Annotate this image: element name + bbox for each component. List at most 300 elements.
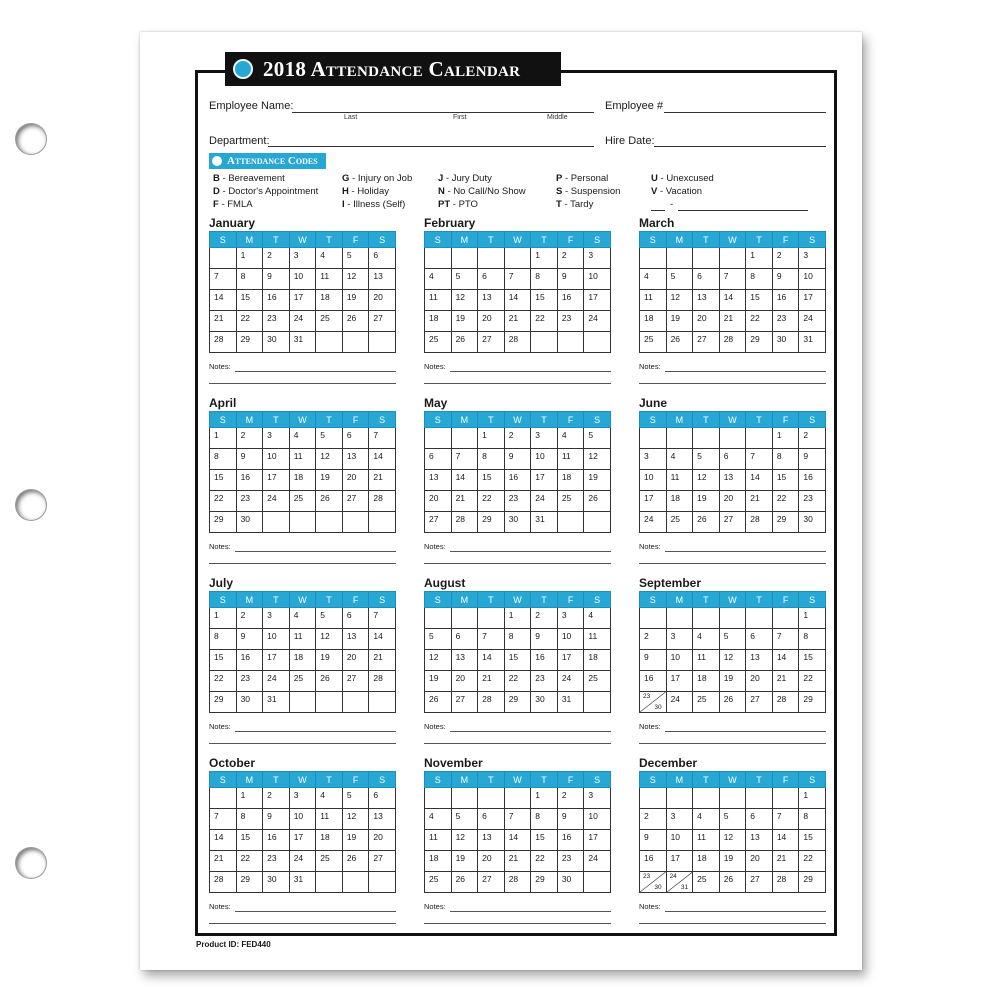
day-cell[interactable]: 16 <box>799 470 826 491</box>
empty-day-cell[interactable] <box>666 788 693 809</box>
day-cell[interactable]: 6 <box>478 269 505 290</box>
notes-line[interactable] <box>639 383 826 384</box>
day-cell[interactable]: 16 <box>531 650 558 671</box>
day-cell[interactable]: 14 <box>746 470 773 491</box>
notes-line[interactable] <box>665 911 826 912</box>
day-cell[interactable]: 13 <box>342 629 369 650</box>
day-cell[interactable]: 24 <box>584 851 611 872</box>
day-cell[interactable]: 22 <box>236 851 263 872</box>
day-cell[interactable]: 24 <box>263 671 290 692</box>
empty-day-cell[interactable] <box>666 248 693 269</box>
day-cell[interactable]: 20 <box>719 491 746 512</box>
day-cell[interactable]: 1 <box>210 608 237 629</box>
day-cell[interactable]: 15 <box>210 470 237 491</box>
empty-day-cell[interactable] <box>369 872 396 893</box>
day-cell[interactable]: 20 <box>369 290 396 311</box>
day-cell[interactable]: 8 <box>531 269 558 290</box>
day-cell[interactable]: 11 <box>557 449 584 470</box>
day-cell[interactable]: 15 <box>236 830 263 851</box>
day-cell[interactable]: 27 <box>693 332 720 353</box>
empty-day-cell[interactable] <box>584 512 611 533</box>
empty-day-cell[interactable] <box>369 512 396 533</box>
day-cell[interactable]: 25 <box>666 512 693 533</box>
day-cell[interactable]: 19 <box>584 470 611 491</box>
day-cell[interactable]: 2 <box>557 788 584 809</box>
day-cell[interactable]: 25 <box>316 311 343 332</box>
empty-day-cell[interactable] <box>584 872 611 893</box>
day-cell[interactable]: 9 <box>236 449 263 470</box>
day-cell[interactable]: 15 <box>236 290 263 311</box>
day-cell[interactable]: 26 <box>316 671 343 692</box>
day-cell[interactable]: 2 <box>772 248 799 269</box>
day-cell[interactable]: 15 <box>478 470 505 491</box>
empty-day-cell[interactable] <box>504 248 531 269</box>
day-cell[interactable]: 1 <box>799 788 826 809</box>
day-cell[interactable]: 4 <box>425 809 452 830</box>
day-cell[interactable]: 23 <box>772 311 799 332</box>
day-cell[interactable]: 16 <box>504 470 531 491</box>
day-cell[interactable]: 11 <box>693 650 720 671</box>
day-cell[interactable]: 23 <box>504 491 531 512</box>
day-cell[interactable]: 3 <box>799 248 826 269</box>
day-cell[interactable]: 8 <box>799 629 826 650</box>
empty-day-cell[interactable] <box>666 608 693 629</box>
day-cell[interactable]: 25 <box>584 671 611 692</box>
day-cell[interactable]: 21 <box>478 671 505 692</box>
empty-day-cell[interactable] <box>693 788 720 809</box>
day-cell[interactable]: 9 <box>236 629 263 650</box>
day-cell[interactable]: 25 <box>640 332 667 353</box>
day-cell[interactable]: 19 <box>316 470 343 491</box>
empty-day-cell[interactable] <box>693 248 720 269</box>
day-cell[interactable]: 12 <box>451 830 478 851</box>
empty-day-cell[interactable] <box>425 428 452 449</box>
day-cell[interactable]: 29 <box>531 872 558 893</box>
empty-day-cell[interactable] <box>342 692 369 713</box>
day-cell[interactable]: 11 <box>316 809 343 830</box>
notes-area[interactable] <box>639 542 826 564</box>
day-cell[interactable]: 3 <box>666 809 693 830</box>
notes-line[interactable] <box>450 551 611 552</box>
day-cell[interactable]: 15 <box>531 290 558 311</box>
day-cell[interactable]: 26 <box>719 872 746 893</box>
day-cell[interactable]: 20 <box>342 650 369 671</box>
notes-line[interactable] <box>235 911 396 912</box>
notes-line[interactable] <box>209 923 396 924</box>
day-cell[interactable]: 15 <box>210 650 237 671</box>
split-day-cell[interactable] <box>640 872 667 893</box>
day-cell[interactable]: 17 <box>584 290 611 311</box>
day-cell[interactable]: 18 <box>693 671 720 692</box>
day-cell[interactable]: 8 <box>236 809 263 830</box>
day-cell[interactable]: 2 <box>504 428 531 449</box>
day-cell[interactable]: 14 <box>210 830 237 851</box>
day-cell[interactable]: 28 <box>746 512 773 533</box>
day-cell[interactable]: 10 <box>289 269 316 290</box>
day-cell[interactable]: 30 <box>236 692 263 713</box>
empty-day-cell[interactable] <box>210 788 237 809</box>
empty-day-cell[interactable] <box>504 788 531 809</box>
day-cell[interactable]: 17 <box>263 470 290 491</box>
day-cell[interactable]: 13 <box>746 650 773 671</box>
day-cell[interactable]: 22 <box>799 851 826 872</box>
empty-day-cell[interactable] <box>316 332 343 353</box>
day-cell[interactable]: 21 <box>746 491 773 512</box>
day-cell[interactable]: 25 <box>557 491 584 512</box>
empty-day-cell[interactable] <box>263 512 290 533</box>
notes-area[interactable] <box>639 902 826 924</box>
day-cell[interactable]: 16 <box>263 830 290 851</box>
day-cell[interactable]: 12 <box>584 449 611 470</box>
day-cell[interactable]: 5 <box>693 449 720 470</box>
day-cell[interactable]: 28 <box>369 671 396 692</box>
day-cell[interactable]: 21 <box>369 470 396 491</box>
day-cell[interactable]: 10 <box>584 269 611 290</box>
day-cell[interactable]: 23 <box>236 671 263 692</box>
day-cell[interactable]: 26 <box>342 851 369 872</box>
empty-day-cell[interactable] <box>478 788 505 809</box>
day-cell[interactable]: 16 <box>236 470 263 491</box>
day-cell[interactable]: 22 <box>772 491 799 512</box>
day-cell[interactable]: 6 <box>369 248 396 269</box>
notes-area[interactable] <box>209 722 396 744</box>
empty-day-cell[interactable] <box>289 512 316 533</box>
empty-day-cell[interactable] <box>557 332 584 353</box>
day-cell[interactable]: 11 <box>289 449 316 470</box>
empty-day-cell[interactable] <box>478 608 505 629</box>
day-cell[interactable]: 27 <box>342 491 369 512</box>
day-cell[interactable]: 24 <box>584 311 611 332</box>
day-cell[interactable]: 30 <box>236 512 263 533</box>
day-cell[interactable]: 28 <box>451 512 478 533</box>
day-cell[interactable]: 17 <box>557 650 584 671</box>
day-cell[interactable]: 14 <box>772 650 799 671</box>
day-cell[interactable]: 2 <box>263 788 290 809</box>
day-cell[interactable]: 3 <box>557 608 584 629</box>
day-cell[interactable]: 19 <box>316 650 343 671</box>
day-cell[interactable]: 25 <box>425 872 452 893</box>
day-cell[interactable]: 26 <box>666 332 693 353</box>
custom-code-description-blank[interactable] <box>678 210 808 211</box>
day-cell[interactable]: 2 <box>236 428 263 449</box>
day-cell[interactable]: 25 <box>693 872 720 893</box>
day-cell[interactable]: 27 <box>342 671 369 692</box>
empty-day-cell[interactable] <box>719 788 746 809</box>
empty-day-cell[interactable] <box>693 428 720 449</box>
day-cell[interactable]: 9 <box>799 449 826 470</box>
empty-day-cell[interactable] <box>746 428 773 449</box>
day-cell[interactable]: 15 <box>531 830 558 851</box>
empty-day-cell[interactable] <box>342 332 369 353</box>
notes-line[interactable] <box>639 563 826 564</box>
day-cell[interactable]: 11 <box>640 290 667 311</box>
day-cell[interactable]: 7 <box>746 449 773 470</box>
empty-day-cell[interactable] <box>316 512 343 533</box>
custom-code-entry[interactable] <box>651 198 808 211</box>
day-cell[interactable]: 10 <box>666 830 693 851</box>
empty-day-cell[interactable] <box>640 788 667 809</box>
day-cell[interactable]: 5 <box>316 428 343 449</box>
day-cell[interactable]: 13 <box>746 830 773 851</box>
day-cell[interactable]: 17 <box>263 650 290 671</box>
day-cell[interactable]: 30 <box>772 332 799 353</box>
day-cell[interactable]: 30 <box>263 332 290 353</box>
empty-day-cell[interactable] <box>451 248 478 269</box>
day-cell[interactable]: 28 <box>210 332 237 353</box>
day-cell[interactable]: 14 <box>719 290 746 311</box>
day-cell[interactable]: 24 <box>263 491 290 512</box>
day-cell[interactable]: 10 <box>584 809 611 830</box>
day-cell[interactable]: 26 <box>451 332 478 353</box>
day-cell[interactable]: 14 <box>210 290 237 311</box>
notes-area[interactable] <box>424 902 611 924</box>
day-cell[interactable]: 19 <box>342 290 369 311</box>
day-cell[interactable]: 5 <box>719 629 746 650</box>
day-cell[interactable]: 15 <box>799 650 826 671</box>
day-cell[interactable]: 23 <box>799 491 826 512</box>
day-cell[interactable]: 13 <box>425 470 452 491</box>
day-cell[interactable]: 3 <box>289 788 316 809</box>
day-cell[interactable]: 18 <box>557 470 584 491</box>
empty-day-cell[interactable] <box>772 788 799 809</box>
day-cell[interactable]: 8 <box>478 449 505 470</box>
notes-line[interactable] <box>209 383 396 384</box>
day-cell[interactable]: 26 <box>693 512 720 533</box>
notes-area[interactable] <box>209 902 396 924</box>
day-cell[interactable]: 18 <box>584 650 611 671</box>
notes-line[interactable] <box>424 563 611 564</box>
empty-day-cell[interactable] <box>451 608 478 629</box>
day-cell[interactable]: 10 <box>666 650 693 671</box>
day-cell[interactable]: 5 <box>425 629 452 650</box>
empty-day-cell[interactable] <box>557 512 584 533</box>
day-cell[interactable]: 21 <box>772 851 799 872</box>
day-cell[interactable]: 6 <box>746 809 773 830</box>
day-cell[interactable]: 22 <box>210 491 237 512</box>
day-cell[interactable]: 11 <box>693 830 720 851</box>
day-cell[interactable]: 28 <box>369 491 396 512</box>
day-cell[interactable]: 12 <box>451 290 478 311</box>
notes-line[interactable] <box>235 731 396 732</box>
custom-code-blank[interactable] <box>651 210 665 211</box>
day-cell[interactable]: 23 <box>531 671 558 692</box>
day-cell[interactable]: 10 <box>799 269 826 290</box>
day-cell[interactable]: 25 <box>316 851 343 872</box>
day-cell[interactable]: 3 <box>263 608 290 629</box>
day-cell[interactable]: 29 <box>799 692 826 713</box>
day-cell[interactable]: 5 <box>719 809 746 830</box>
day-cell[interactable]: 7 <box>478 629 505 650</box>
day-cell[interactable]: 1 <box>210 428 237 449</box>
day-cell[interactable]: 16 <box>236 650 263 671</box>
day-cell[interactable]: 12 <box>719 830 746 851</box>
day-cell[interactable]: 3 <box>531 428 558 449</box>
day-cell[interactable]: 24 <box>289 311 316 332</box>
day-cell[interactable]: 7 <box>451 449 478 470</box>
notes-line[interactable] <box>450 371 611 372</box>
day-cell[interactable]: 11 <box>289 629 316 650</box>
day-cell[interactable]: 13 <box>451 650 478 671</box>
day-cell[interactable]: 26 <box>425 692 452 713</box>
day-cell[interactable]: 5 <box>342 248 369 269</box>
day-cell[interactable]: 20 <box>746 851 773 872</box>
day-cell[interactable]: 8 <box>210 449 237 470</box>
day-cell[interactable]: 12 <box>666 290 693 311</box>
day-cell[interactable]: 23 <box>263 311 290 332</box>
empty-day-cell[interactable] <box>425 248 452 269</box>
day-cell[interactable]: 7 <box>504 809 531 830</box>
day-cell[interactable]: 17 <box>666 851 693 872</box>
day-cell[interactable]: 9 <box>640 830 667 851</box>
day-cell[interactable]: 16 <box>772 290 799 311</box>
day-cell[interactable]: 6 <box>693 269 720 290</box>
empty-day-cell[interactable] <box>289 692 316 713</box>
day-cell[interactable]: 28 <box>210 872 237 893</box>
notes-line[interactable] <box>235 551 396 552</box>
day-cell[interactable]: 29 <box>210 692 237 713</box>
day-cell[interactable]: 1 <box>531 788 558 809</box>
notes-line[interactable] <box>209 743 396 744</box>
day-cell[interactable]: 2 <box>799 428 826 449</box>
day-cell[interactable]: 22 <box>478 491 505 512</box>
day-cell[interactable]: 2 <box>236 608 263 629</box>
day-cell[interactable]: 27 <box>478 332 505 353</box>
empty-day-cell[interactable] <box>584 332 611 353</box>
day-cell[interactable]: 7 <box>719 269 746 290</box>
day-cell[interactable]: 20 <box>478 851 505 872</box>
day-cell[interactable]: 20 <box>693 311 720 332</box>
day-cell[interactable]: 16 <box>557 290 584 311</box>
day-cell[interactable]: 22 <box>531 851 558 872</box>
day-cell[interactable]: 16 <box>640 851 667 872</box>
day-cell[interactable]: 8 <box>799 809 826 830</box>
day-cell[interactable]: 22 <box>746 311 773 332</box>
notes-line[interactable] <box>424 383 611 384</box>
day-cell[interactable]: 9 <box>504 449 531 470</box>
day-cell[interactable]: 5 <box>342 788 369 809</box>
day-cell[interactable]: 4 <box>289 608 316 629</box>
day-cell[interactable]: 18 <box>289 470 316 491</box>
day-cell[interactable]: 29 <box>210 512 237 533</box>
day-cell[interactable]: 26 <box>316 491 343 512</box>
day-cell[interactable]: 17 <box>531 470 558 491</box>
day-cell[interactable]: 17 <box>289 290 316 311</box>
day-cell[interactable]: 27 <box>369 311 396 332</box>
day-cell[interactable]: 24 <box>557 671 584 692</box>
day-cell[interactable]: 25 <box>693 692 720 713</box>
day-cell[interactable]: 26 <box>451 872 478 893</box>
day-cell[interactable]: 14 <box>369 629 396 650</box>
empty-day-cell[interactable] <box>584 692 611 713</box>
day-cell[interactable]: 13 <box>478 830 505 851</box>
day-cell[interactable]: 31 <box>531 512 558 533</box>
day-cell[interactable]: 5 <box>666 269 693 290</box>
empty-day-cell[interactable] <box>451 428 478 449</box>
empty-day-cell[interactable] <box>772 608 799 629</box>
day-cell[interactable]: 14 <box>504 830 531 851</box>
day-cell[interactable]: 1 <box>236 248 263 269</box>
notes-line[interactable] <box>450 731 611 732</box>
day-cell[interactable]: 11 <box>584 629 611 650</box>
day-cell[interactable]: 31 <box>557 692 584 713</box>
day-cell[interactable]: 15 <box>772 470 799 491</box>
day-cell[interactable]: 4 <box>584 608 611 629</box>
day-cell[interactable]: 4 <box>425 269 452 290</box>
day-cell[interactable]: 1 <box>236 788 263 809</box>
day-cell[interactable]: 30 <box>799 512 826 533</box>
day-cell[interactable]: 18 <box>666 491 693 512</box>
notes-area[interactable] <box>209 542 396 564</box>
day-cell[interactable]: 22 <box>799 671 826 692</box>
day-cell[interactable]: 6 <box>719 449 746 470</box>
day-cell[interactable]: 24 <box>640 512 667 533</box>
day-cell[interactable]: 25 <box>289 491 316 512</box>
day-cell[interactable]: 23 <box>557 851 584 872</box>
day-cell[interactable]: 13 <box>693 290 720 311</box>
empty-day-cell[interactable] <box>316 872 343 893</box>
day-cell[interactable]: 30 <box>504 512 531 533</box>
day-cell[interactable]: 30 <box>531 692 558 713</box>
day-cell[interactable]: 9 <box>772 269 799 290</box>
day-cell[interactable]: 15 <box>799 830 826 851</box>
department-field[interactable] <box>268 146 594 147</box>
day-cell[interactable]: 12 <box>316 629 343 650</box>
day-cell[interactable]: 12 <box>342 809 369 830</box>
day-cell[interactable]: 1 <box>504 608 531 629</box>
day-cell[interactable]: 29 <box>746 332 773 353</box>
day-cell[interactable]: 21 <box>719 311 746 332</box>
day-cell[interactable]: 12 <box>719 650 746 671</box>
notes-area[interactable] <box>424 722 611 744</box>
day-cell[interactable]: 11 <box>316 269 343 290</box>
day-cell[interactable]: 20 <box>478 311 505 332</box>
empty-day-cell[interactable] <box>719 248 746 269</box>
notes-line[interactable] <box>665 551 826 552</box>
day-cell[interactable]: 22 <box>236 311 263 332</box>
day-cell[interactable]: 18 <box>316 830 343 851</box>
notes-line[interactable] <box>639 923 826 924</box>
day-cell[interactable]: 21 <box>451 491 478 512</box>
day-cell[interactable]: 8 <box>210 629 237 650</box>
day-cell[interactable]: 8 <box>236 269 263 290</box>
day-cell[interactable]: 17 <box>584 830 611 851</box>
day-cell[interactable]: 11 <box>425 830 452 851</box>
notes-line[interactable] <box>665 731 826 732</box>
empty-day-cell[interactable] <box>451 788 478 809</box>
day-cell[interactable]: 6 <box>746 629 773 650</box>
day-cell[interactable]: 27 <box>719 512 746 533</box>
day-cell[interactable]: 27 <box>369 851 396 872</box>
day-cell[interactable]: 2 <box>557 248 584 269</box>
day-cell[interactable]: 4 <box>666 449 693 470</box>
split-day-cell[interactable] <box>640 692 667 713</box>
day-cell[interactable]: 2 <box>263 248 290 269</box>
day-cell[interactable]: 27 <box>451 692 478 713</box>
empty-day-cell[interactable] <box>369 332 396 353</box>
day-cell[interactable]: 18 <box>289 650 316 671</box>
day-cell[interactable]: 1 <box>478 428 505 449</box>
day-cell[interactable]: 6 <box>425 449 452 470</box>
day-cell[interactable]: 13 <box>342 449 369 470</box>
day-cell[interactable]: 28 <box>504 332 531 353</box>
notes-line[interactable] <box>639 743 826 744</box>
day-cell[interactable]: 1 <box>799 608 826 629</box>
empty-day-cell[interactable] <box>719 428 746 449</box>
notes-line[interactable] <box>665 371 826 372</box>
day-cell[interactable]: 18 <box>425 851 452 872</box>
day-cell[interactable]: 29 <box>478 512 505 533</box>
day-cell[interactable]: 10 <box>263 449 290 470</box>
